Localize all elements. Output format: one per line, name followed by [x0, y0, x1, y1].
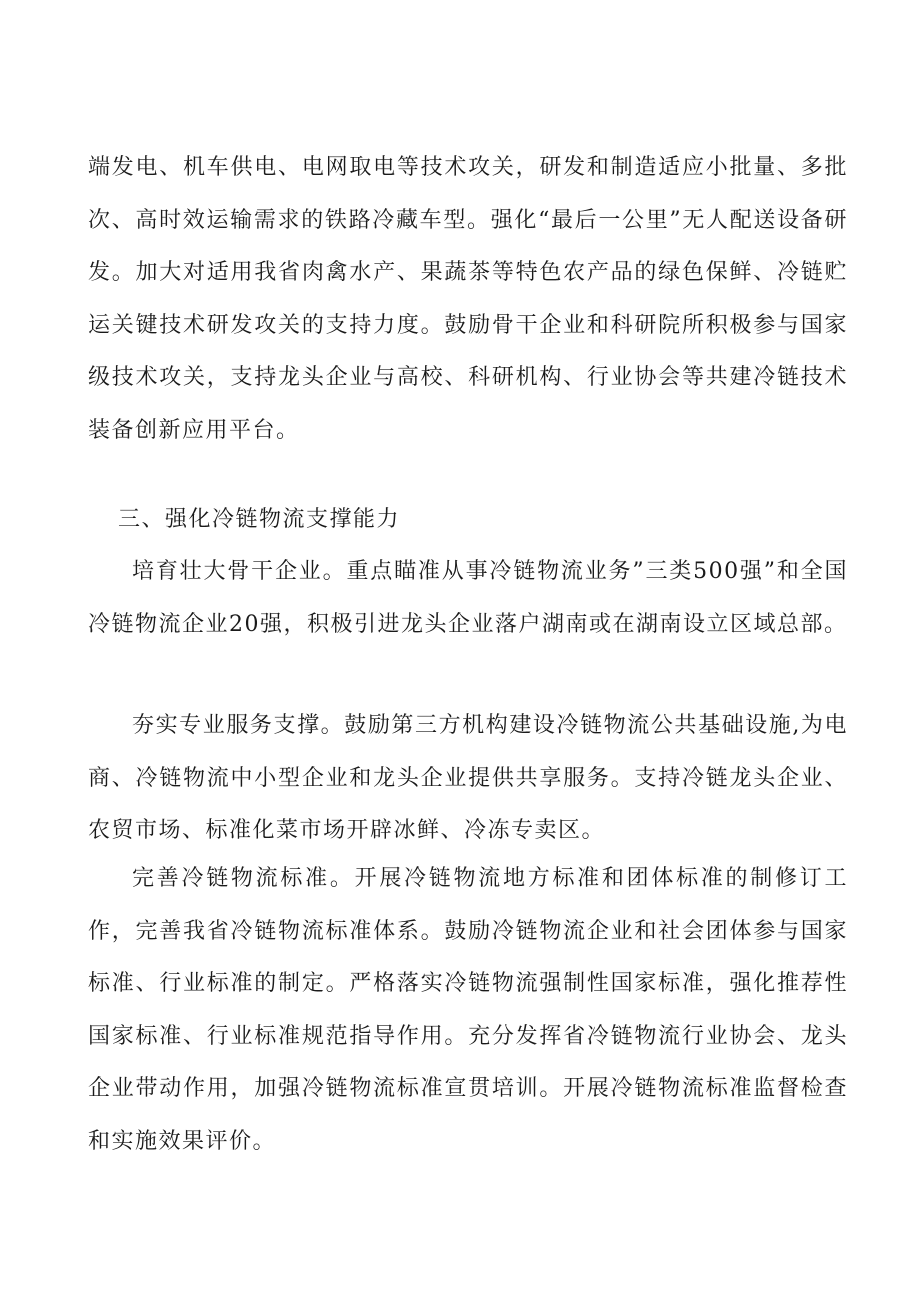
paragraph-cold-chain-tech: 端发电、机车供电、电网取电等技术攻关，研发和制造适应小批量、多批次、高时效运输需求的铁路冷藏车型。强化“最后一公里”无人配送设备研发。加大对适用我省肉禽水产、果蔬茶等特色农产品的绿色保鲜、冷链贮运关键技术研发攻关的支持力度。鼓励骨干企业和科研院所积极参与国家级技术攻关，支持龙头企业与高校、科研机构、行业协会等共建冷链技术装备创新应用平台。 — [88, 155, 848, 443]
section-heading: 三、强化冷链物流支撑能力 — [118, 507, 401, 532]
paragraph-backbone-enterprises: 培育壮大骨干企业。重点瞄准从事冷链物流业务”三类500强”和全国冷链物流企业20强，积极引进龙头企业落户湖南或在湖南设立区域总部。 — [88, 559, 848, 637]
paragraph-cold-chain-standards: 完善冷链物流标准。开展冷链物流地方标准和团体标准的制修订工作，完善我省冷链物流标准体系。鼓励冷链物流企业和社会团体参与国家标准、行业标准的制定。严格落实冷链物流强制性国家标准，强化推荐性国家标准、行业标准规范指导作用。充分发挥省冷链物流行业协会、龙头企业带动作用，加强冷链物流标准宣贯培训。开展冷链物流标准监督检查和实施效果评价。 — [88, 866, 848, 1154]
paragraph-professional-services: 夯实专业服务支撑。鼓励第三方机构建设冷链物流公共基础设施,为电商、冷链物流中小型企业和龙头企业提供共享服务。支持冷链龙头企业、农贸市场、标准化菜市场开辟冰鲜、冷冻专卖区。 — [88, 713, 848, 843]
